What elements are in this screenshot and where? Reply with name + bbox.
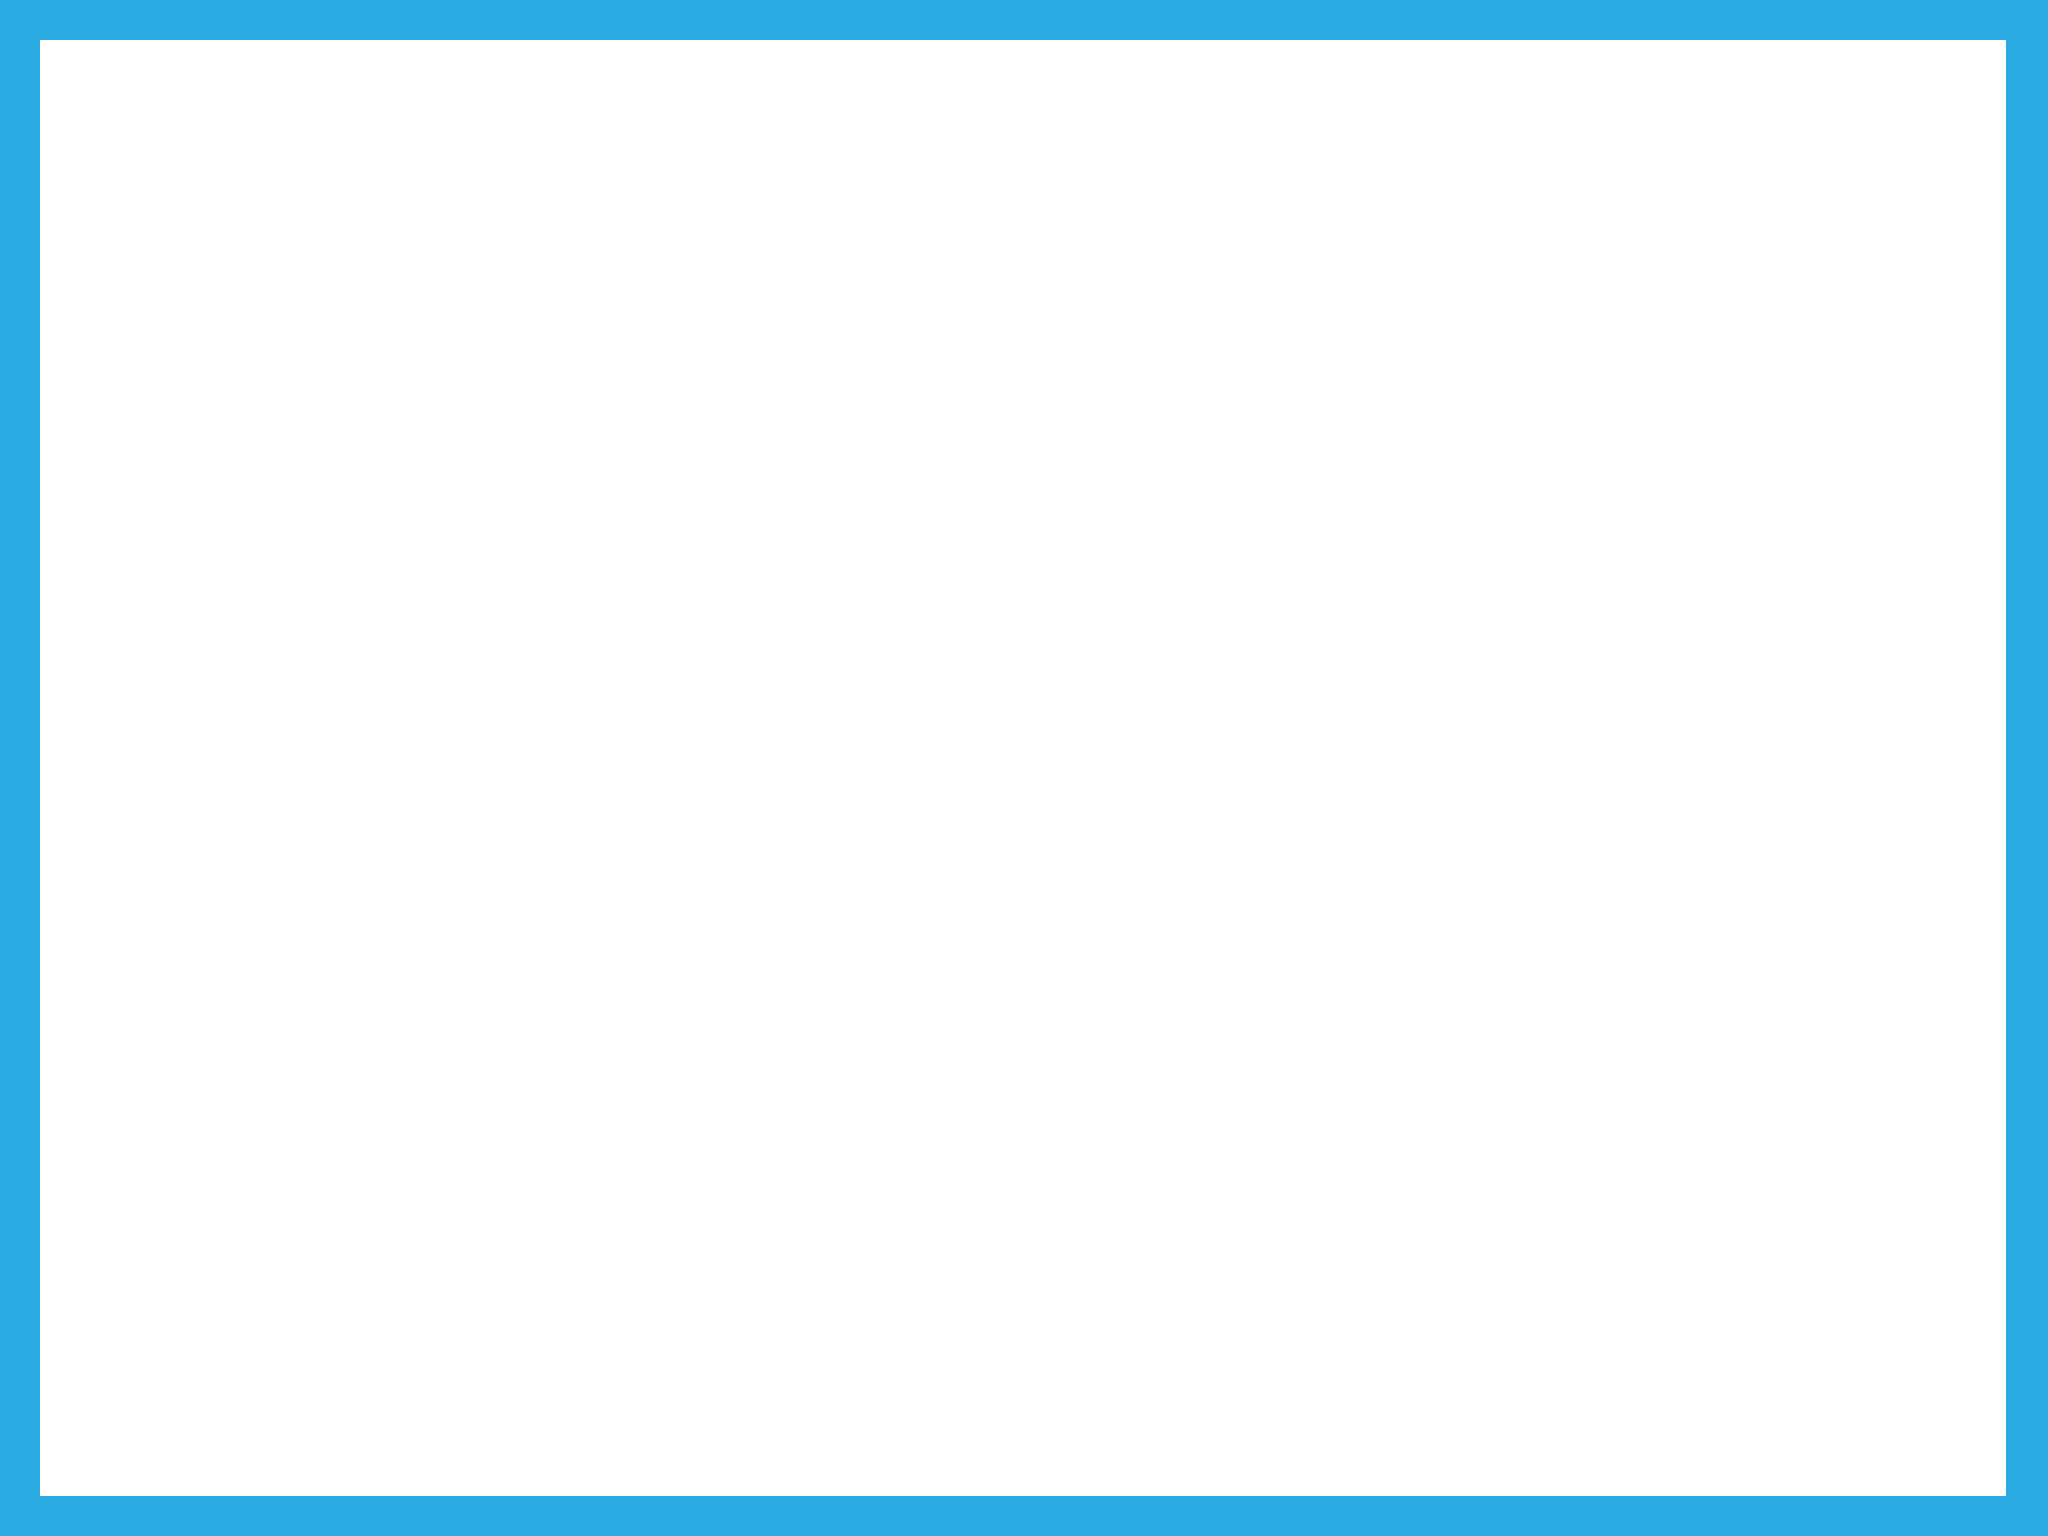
slide — [40, 40, 2006, 1496]
